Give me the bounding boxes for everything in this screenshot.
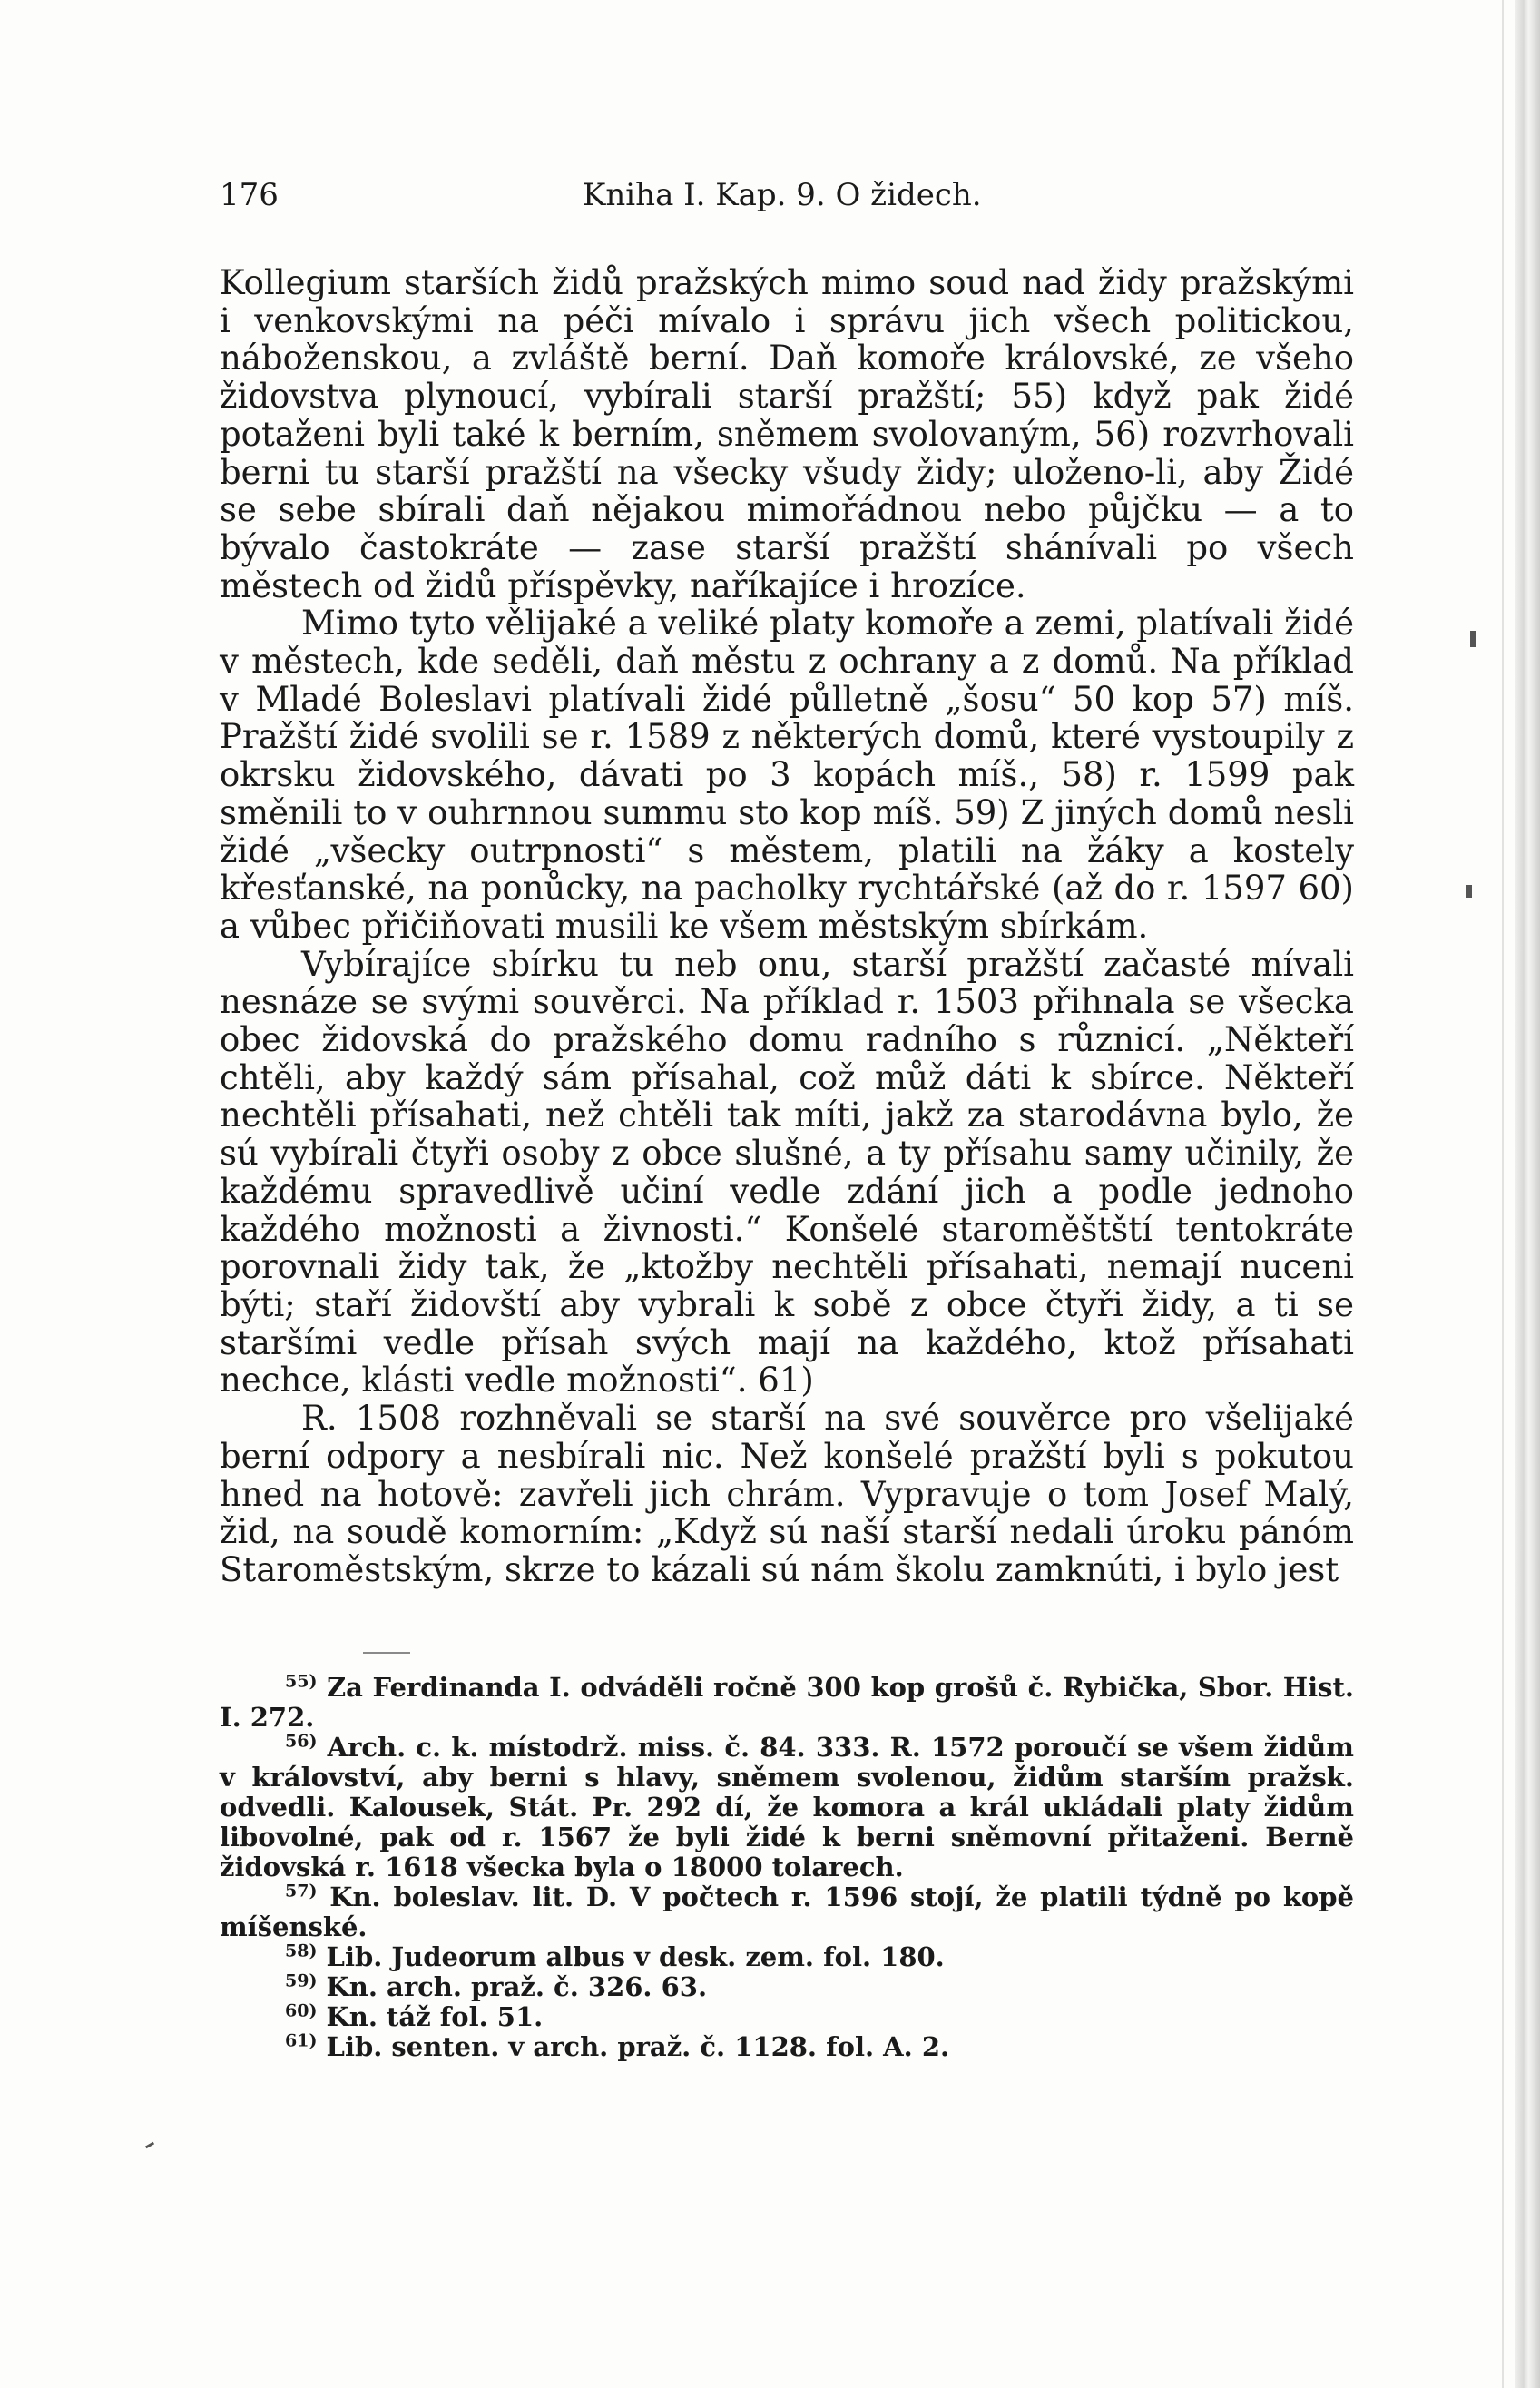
footnote-57 [220, 1882, 1354, 1942]
footnote-61 [220, 2032, 1354, 2062]
footnote-mark: 56) [285, 1731, 318, 1752]
footnote-text: Kn. boleslav. lit. D. V počtech r. 1596 stojí, že platili týdně po kopě míšenské. [220, 1882, 1354, 1942]
footnote-mark: 55) [285, 1671, 318, 1692]
footnote-rule [363, 1652, 410, 1654]
body-text [220, 264, 1354, 1589]
page-edge-line [1502, 0, 1504, 2388]
footnote-text: Kn. arch. praž. č. 326. 63. [326, 1971, 708, 2002]
footnote-text: Kn. táž fol. 51. [326, 2001, 544, 2032]
chapter-title: Kniha I. Kap. 9. O židech. [583, 177, 982, 213]
footnote-58 [220, 1942, 1354, 1972]
footnote-text: Arch. c. k. místodrž. miss. č. 84. 333. R. 1572 poroučí se všem židům v království, aby berni s hlavy, sněmem svolenou, židům starším pražsk. odvedli. Kalousek, Stát. Pr. 292 dí, že komora a král ukládali platy židům libovolné, pak od r. 1567 že byli židé k berni sněmovní přitaženi. Berně židovská r. 1618 všecka byla o 18000 tolarech. [220, 1732, 1354, 1882]
paragraph-1: Kollegium starších židů pražských mimo soud nad židy pražskými i venkovskými na péči mívalo i správu jich všech politickou, náboženskou, a zvláště berní. Daň komoře královské, ze všeho židovstva plynoucí, vybírali starší pražští; 55) když pak židé potaženi byli také k berním, sněmem svolovaným, 56) rozvrhovali berni tu starší pražští na všecky všudy židy; uloženo-li, aby Židé se sebe sbírali daň nějakou mimořádnou nebo půjčku — a to bývalo častokráte — zase starší pražští shánívali po všech městech od židů příspěvky, naříkajíce i hrozíce. [220, 263, 1354, 605]
page-number: 176 [220, 177, 279, 213]
paragraph-3: Vybírajíce sbírku tu neb onu, starší pražští začasté mívali nesnáze se svými souvěrci. Na příklad r. 1503 přihnala se všecka obec židovská do pražského domu radního s různicí. „Někteří chtěli, aby každý sám přísahal, což můž dáti k sbírce. Někteří nechtěli přísahati, než chtěli tak míti, jakž za starodávna bylo, že sú vybírali čtyři osoby z obce slušné, a ty přísahu samy učinily, že každému spravedlivě učiní vedle zdání jich a podle jednoho každého možnosti a živnosti.“ Konšelé staroměštští tentokráte porovnali židy tak, že „ktožby nechtěli přísahati, nemají nuceni býti; staří židovští aby vybrali k sobě z obce čtyři židy, a ti se staršími vedle přísah svých mají na každého, ktož přísahati nechce, klásti vedle možnosti“. 61) [220, 944, 1354, 1400]
footnote-text: Za Ferdinanda I. odváděli ročně 300 kop grošů č. Rybička, Sbor. Hist. I. 272. [220, 1672, 1354, 1733]
footnote-mark: 59) [285, 1970, 318, 1991]
scan-speck [145, 2142, 154, 2149]
paragraph-4: R. 1508 rozhněvali se starší na své souvěrce pro všelijaké berní odpory a nesbírali nic. Než konšelé pražští byli s pokutou hned na hotově: zavřeli jich chrám. Vypravuje o tom Josef Malý, žid, na soudě komorním: „Když sú naší starší nedali úroku pánóm Staroměstským, skrze to kázali sú nám školu zamknúti, i bylo jest [220, 1399, 1354, 1589]
running-head [220, 172, 1354, 218]
page-edge [1515, 0, 1540, 2388]
footnotes [220, 1673, 1354, 2062]
footnote-mark: 57) [285, 1881, 318, 1902]
footnote-mark: 58) [285, 1941, 318, 1961]
footnote-text: Lib. Judeorum albus v desk. zem. fol. 180. [326, 1941, 945, 1972]
footnote-59 [220, 1972, 1354, 2002]
footnote-text: Lib. senten. v arch. praž. č. 1128. fol. A. 2. [326, 2031, 950, 2062]
footnote-56 [220, 1733, 1354, 1882]
footnote-mark: 60) [285, 2000, 318, 2021]
paragraph-2: Mimo tyto vělijaké a veliké platy komoře a zemi, platívali židé v městech, kde seděli, daň městu z ochrany a z domů. Na příklad v Mladé Boleslavi platívali židé půlletně „šosu“ 50 kop 57) míš. Pražští židé svolili se r. 1589 z některých domů, které vystoupily z okrsku židovského, dávati po 3 kopách míš., 58) r. 1599 pak směnili to v ouhrnnou summu sto kop míš. 59) Z jiných domů nesli židé „všecky outrpnosti“ s městem, platili na žáky a kostely křesťanské, na ponůcky, na pacholky rychtářské (až do r. 1597 60) a vůbec přičiňovati musili ke všem městským sbírkám. [220, 604, 1354, 946]
scan-speck [1466, 885, 1472, 898]
scan-speck [1470, 631, 1476, 647]
footnote-mark: 61) [285, 2030, 318, 2051]
footnote-55 [220, 1673, 1354, 1733]
footnote-60 [220, 2002, 1354, 2032]
